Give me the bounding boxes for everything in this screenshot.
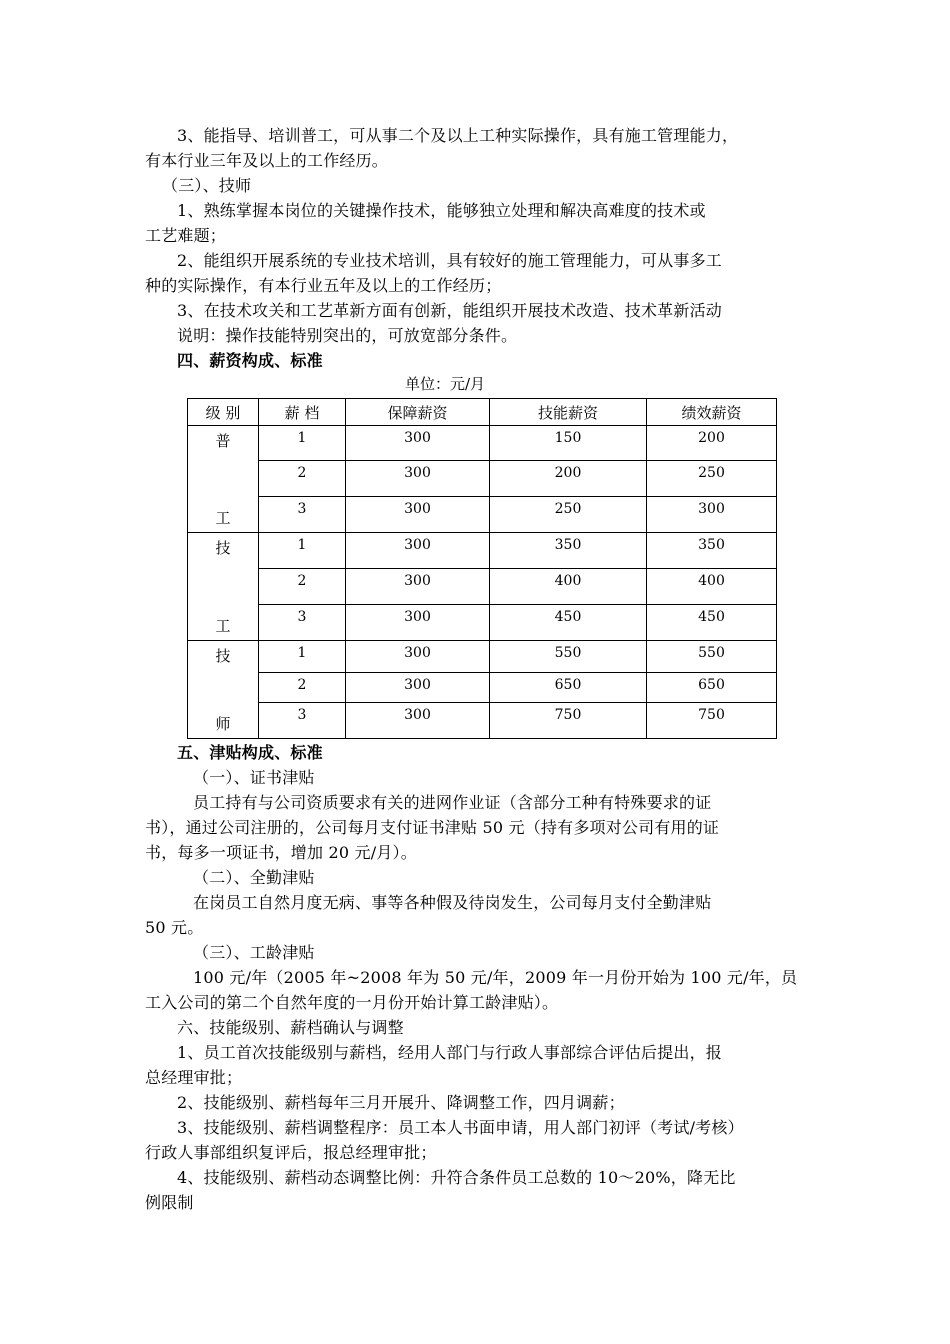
performance-pay-cell: 300: [647, 497, 777, 533]
grade-cell: 3: [259, 497, 346, 533]
table-row: [188, 461, 777, 497]
paragraph-line: 1、员工首次技能级别与薪档，经用人部门与行政人事部综合评估后提出，报: [177, 1043, 722, 1062]
performance-pay-cell: 350: [647, 533, 777, 569]
performance-pay-cell: 550: [647, 641, 777, 673]
level-label-top: 技: [215, 539, 231, 557]
level-label-top: 技: [215, 647, 231, 665]
performance-pay-cell: 650: [647, 673, 777, 703]
grade-cell: 1: [259, 641, 346, 673]
header-level: 级 别: [188, 399, 259, 426]
skill-pay-cell: 350: [490, 533, 647, 569]
paragraph-line: 种的实际操作，有本行业五年及以上的工作经历；: [145, 276, 502, 295]
level-label-bottom: 工: [215, 509, 231, 527]
skill-pay-cell: 650: [490, 673, 647, 703]
header-performance-pay: 绩效薪资: [647, 399, 777, 426]
level-cell: [188, 533, 259, 641]
paragraph-line: 行政人事部组织复评后，报总经理审批；: [145, 1143, 437, 1162]
paragraph-line: 员工持有与公司资质要求有关的进网作业证（含部分工种有特殊要求的证: [193, 793, 712, 812]
paragraph-line: 例限制: [145, 1193, 194, 1212]
table-row: [188, 533, 777, 569]
paragraph-line: 在岗员工自然月度无病、事等各种假及待岗发生，公司每月支付全勤津贴: [193, 893, 712, 912]
paragraph-line: 1、熟练掌握本岗位的关键操作技术，能够独立处理和解决高难度的技术或: [177, 201, 706, 220]
note-line: 说明：操作技能特别突出的，可放宽部分条件。: [177, 326, 518, 345]
performance-pay-cell: 750: [647, 703, 777, 739]
table-row: [188, 673, 777, 703]
base-pay-cell: 300: [346, 497, 490, 533]
skill-pay-cell: 550: [490, 641, 647, 673]
base-pay-cell: 300: [346, 569, 490, 605]
salary-heading: 四、薪资构成、标准: [177, 351, 323, 370]
performance-pay-cell: 250: [647, 461, 777, 497]
performance-pay-cell: 200: [647, 426, 777, 461]
paragraph-line: 100 元/年（2005 年~2008 年为 50 元/年，2009 年一月份开始为 100 元/年，员: [193, 968, 798, 987]
skill-pay-cell: 400: [490, 569, 647, 605]
base-pay-cell: 300: [346, 426, 490, 461]
level-cell: [188, 426, 259, 533]
grade-cell: 1: [259, 426, 346, 461]
base-pay-cell: 300: [346, 641, 490, 673]
allowance-heading: 五、津贴构成、标准: [177, 743, 323, 762]
grade-cell: 3: [259, 605, 346, 641]
base-pay-cell: 300: [346, 703, 490, 739]
paragraph-line: 2、能组织开展系统的专业技术培训，具有较好的施工管理能力，可从事多工: [177, 251, 722, 270]
table-row: [188, 641, 777, 673]
paragraph-line: 工入公司的第二个自然年度的一月份开始计算工龄津贴）。: [145, 993, 559, 1012]
performance-pay-cell: 450: [647, 605, 777, 641]
paragraph-line: 2、技能级别、薪档每年三月开展升、降调整工作，四月调薪；: [177, 1093, 625, 1112]
unit-label: 单位：元/月: [405, 375, 486, 393]
grade-cell: 3: [259, 703, 346, 739]
section-heading: （二）、全勤津贴: [193, 868, 315, 887]
base-pay-cell: 300: [346, 533, 490, 569]
header-grade: 薪 档: [259, 399, 346, 426]
paragraph-line: 有本行业三年及以上的工作经历。: [145, 151, 389, 170]
section-heading: （三）、技师: [162, 176, 252, 195]
skill-pay-cell: 250: [490, 497, 647, 533]
paragraph-line: 3、技能级别、薪档调整程序：员工本人书面申请，用人部门初评（考试/考核）: [177, 1118, 744, 1137]
section-heading: （三）、工龄津贴: [193, 943, 315, 962]
salary-table: [187, 398, 777, 739]
section-heading: 六、技能级别、薪档确认与调整: [177, 1018, 404, 1037]
paragraph-line: 书），通过公司注册的，公司每月支付证书津贴 50 元（持有多项对公司有用的证: [145, 818, 720, 837]
level-label-bottom: 工: [215, 617, 231, 635]
table-row: [188, 497, 777, 533]
section-heading: （一）、证书津贴: [193, 768, 315, 787]
paragraph-line: 50 元。: [145, 918, 204, 937]
base-pay-cell: 300: [346, 605, 490, 641]
paragraph-line: 3、能指导、培训普工，可从事二个及以上工种实际操作，具有施工管理能力，: [177, 126, 739, 145]
paragraph-line: 3、在技术攻关和工艺革新方面有创新，能组织开展技术改造、技术革新活动: [177, 301, 722, 320]
performance-pay-cell: 400: [647, 569, 777, 605]
table-row: [188, 605, 777, 641]
paragraph-line: 书，每多一项证书，增加 20 元/月）。: [145, 843, 417, 862]
paragraph-line: 4、技能级别、薪档动态调整比例：升符合条件员工总数的 10～20%，降无比: [177, 1168, 736, 1187]
grade-cell: 2: [259, 569, 346, 605]
paragraph-line: 总经理审批；: [145, 1068, 243, 1087]
grade-cell: 1: [259, 533, 346, 569]
table-row: [188, 569, 777, 605]
level-label-bottom: 师: [215, 715, 231, 733]
table-row: [188, 703, 777, 739]
grade-cell: 2: [259, 461, 346, 497]
base-pay-cell: 300: [346, 673, 490, 703]
base-pay-cell: 300: [346, 461, 490, 497]
skill-pay-cell: 450: [490, 605, 647, 641]
level-label-top: 普: [215, 432, 231, 450]
grade-cell: 2: [259, 673, 346, 703]
table-row: [188, 426, 777, 461]
table-header-row: [188, 399, 777, 426]
skill-pay-cell: 750: [490, 703, 647, 739]
paragraph-line: 工艺难题；: [145, 226, 227, 245]
header-skill-pay: 技能薪资: [490, 399, 647, 426]
header-base-pay: 保障薪资: [346, 399, 490, 426]
skill-pay-cell: 200: [490, 461, 647, 497]
skill-pay-cell: 150: [490, 426, 647, 461]
level-cell: [188, 641, 259, 739]
